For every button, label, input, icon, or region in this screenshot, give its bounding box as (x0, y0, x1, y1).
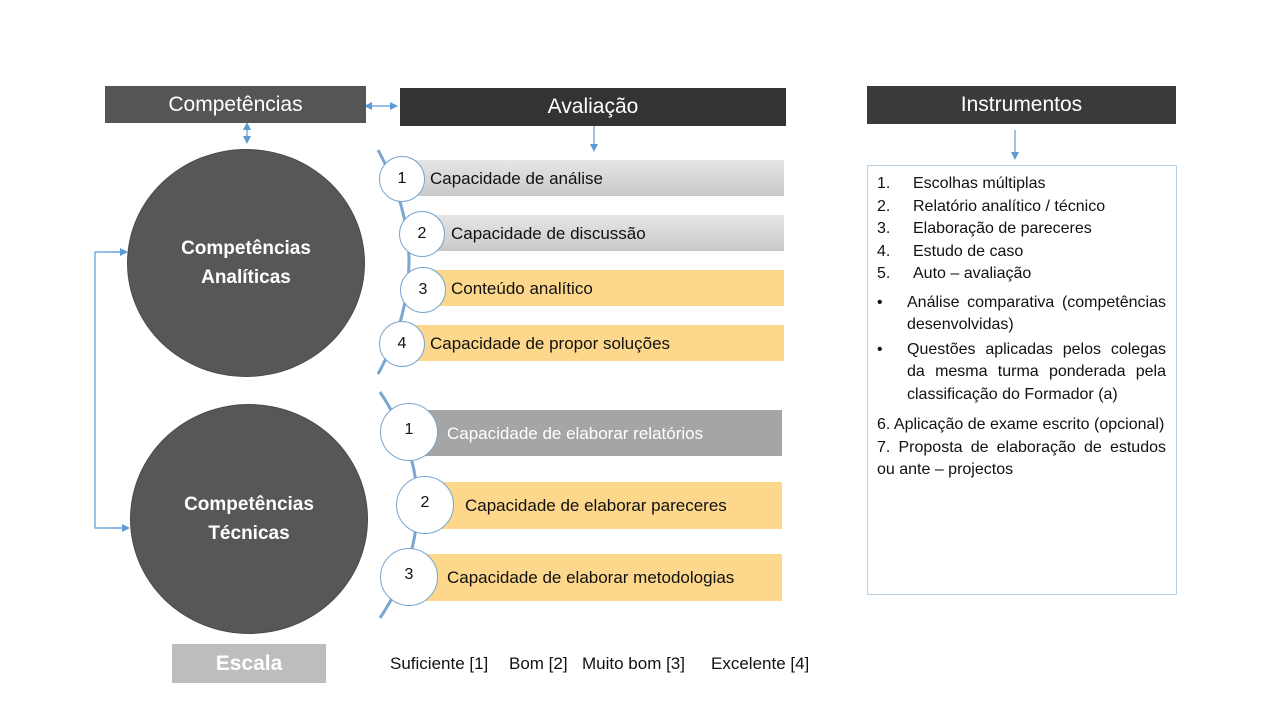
circle-competencias-tecnicas (131, 405, 367, 633)
escala-label: Escala (172, 644, 326, 683)
analiticas-item-label: Capacidade de análise (430, 168, 603, 188)
list-item: 5. Auto – avaliação (877, 265, 1032, 282)
analiticas-item-2 (422, 215, 784, 251)
instrumentos-bullet-list (877, 292, 1166, 407)
analiticas-number-4: 4 (379, 321, 425, 367)
list-item: 3. Elaboração de pareceres (877, 220, 1092, 237)
instrumentos-item-6: 6. Aplicação de exame escrito (opcional) (877, 416, 1165, 433)
circle-tecnicas-label: Competências Técnicas (184, 494, 314, 544)
analiticas-item-label: Capacidade de discussão (451, 223, 646, 243)
instrumentos-item-7: 7. Proposta de elaboração de estudos ou ante – projectos (877, 438, 1166, 478)
analiticas-item-4 (403, 325, 784, 361)
list-item: 4. Estudo de caso (877, 242, 1024, 260)
tecnicas-item-3 (410, 554, 782, 601)
header-instrumentos: Instrumentos (867, 86, 1176, 124)
tecnicas-number-3: 3 (380, 548, 438, 606)
tecnicas-item-label: Capacidade de elaborar metodologias (447, 568, 735, 587)
analiticas-item-label: Capacidade de propor soluções (430, 333, 671, 353)
header-avaliacao: Avaliação (400, 88, 786, 126)
list-item: 2. Relatório analítico / técnico (877, 197, 1106, 215)
tecnicas-item-label: Capacidade de elaborar pareceres (465, 496, 727, 515)
tecnicas-item-2 (428, 482, 782, 529)
circle-competencias-analiticas (128, 150, 364, 376)
list-item: • Questões aplicadas pelos colegas da mesma turma ponderada pela classificação do Formador (a) (877, 339, 1166, 407)
tecnicas-number-2: 2 (396, 476, 454, 534)
instrumentos-panel (867, 165, 1177, 595)
tecnicas-item-label: Capacidade de elaborar relatórios (447, 423, 704, 443)
list-item: • Análise comparativa (competências desenvolvidas) (877, 292, 1166, 337)
bullet-icon: • (877, 340, 883, 358)
analiticas-number-1: 1 (379, 156, 425, 202)
analiticas-number-3: 3 (400, 267, 446, 313)
analiticas-item-label: Conteúdo analítico (451, 278, 593, 298)
escala-level-4: Excelente [4] (711, 654, 810, 673)
circles-bracket (95, 252, 126, 528)
bullet-icon: • (877, 293, 883, 311)
analiticas-item-1 (403, 160, 784, 196)
escala-level-1: Suficiente [1] (390, 654, 489, 673)
tecnicas-item-1 (410, 410, 782, 456)
analiticas-item-3 (422, 270, 784, 306)
circle-analiticas-label: Competências Analíticas (181, 238, 311, 288)
instrumentos-numbered-list (877, 173, 1166, 286)
analiticas-number-2: 2 (399, 211, 445, 257)
escala-level-2: Bom [2] (509, 654, 568, 673)
list-item: 1. Escolhas múltiplas (877, 175, 1046, 192)
escala-level-3: Muito bom [3] (582, 654, 685, 673)
header-competencias: Competências (105, 86, 366, 123)
tecnicas-number-1: 1 (380, 403, 438, 461)
